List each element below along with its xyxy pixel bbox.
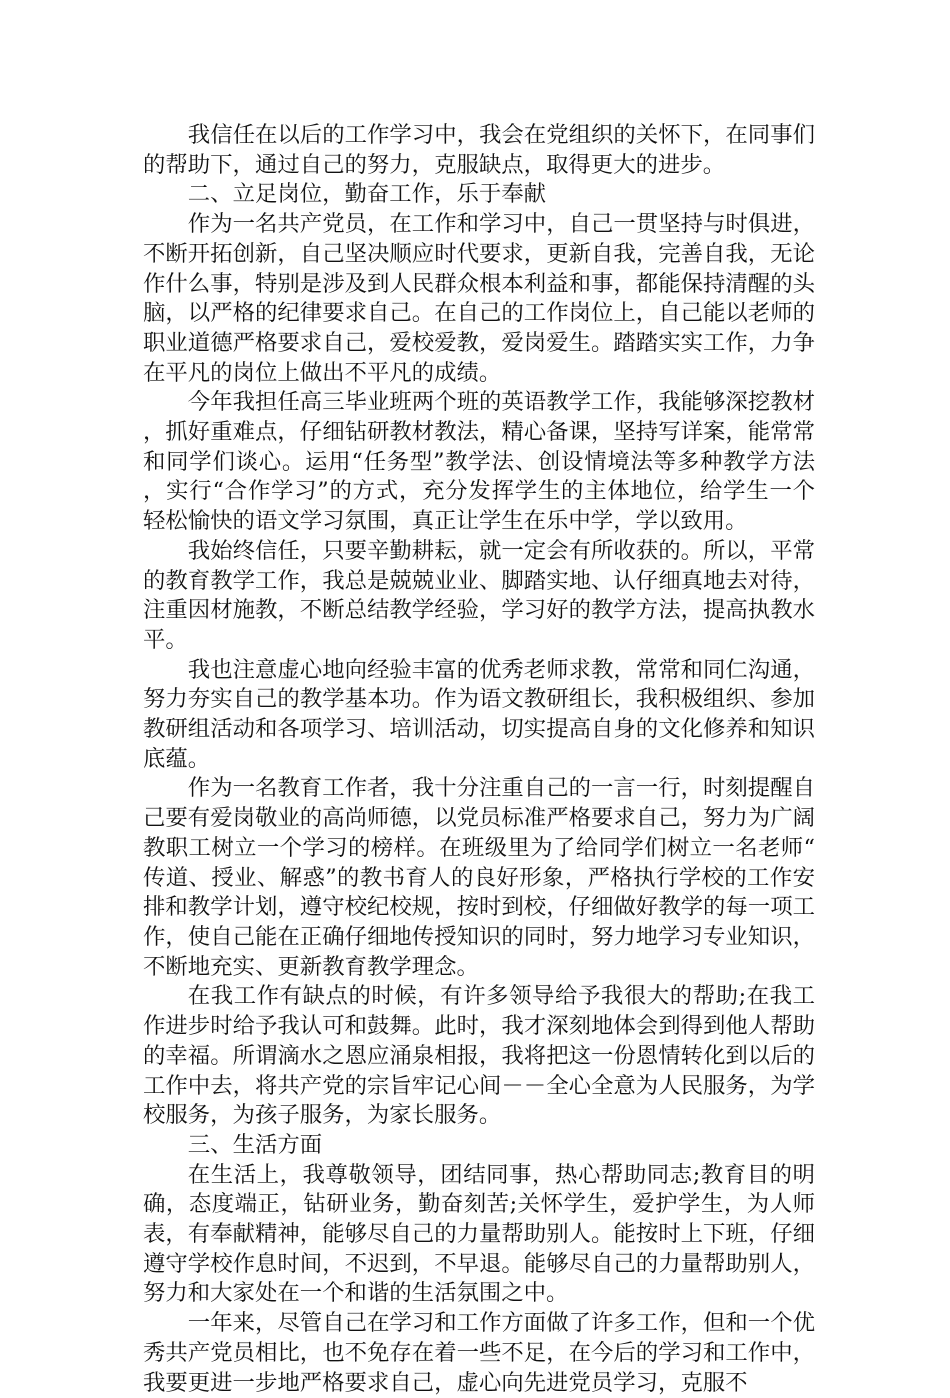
paragraph: 我始终信任，只要辛勤耕耘，就一定会有所收获的。所以，平常的教育教学工作，我总是兢兢业业、脚踏实地、认仔细真地去对待，注重因材施教，不断总结教学经验，学习好的教学方法，提高执教水平。 [143,537,815,653]
paragraph: 在生活上，我尊敬领导，团结同事，热心帮助同志;教育目的明确，态度端正，钻研业务，勤奋刻苦;关怀学生，爱护学生，为人师表，有奉献精神，能够尽自己的力量帮助别人。能按时上下班，仔细遵守学校作息时间，不迟到，不早退。能够尽自己的力量帮助别人，努力和大家处在一个和谐的生活氛围之中。 [143,1161,815,1307]
paragraph: 作为一名教育工作者，我十分注重自己的一言一行，时刻提醒自己要有爱岗敬业的高尚师德，以党员标准严格要求自己，努力为广阔教职工树立一个学习的榜样。在班级里为了给同学们树立一名老师“传道、授业、解惑”的教书育人的良好形象，严格执行学校的工作安排和教学计划，遵守校纪校规，按时到校，仔细做好教学的每一项工作，使自己能在正确仔细地传授知识的同时，努力地学习专业知识，不断地充实、更新教育教学理念。 [143,775,815,980]
paragraph: 一年来，尽管自己在学习和工作方面做了许多工作，但和一个优秀共产党员相比，也不免存在着一些不足，在今后的学习和工作中，我要更进一步地严格要求自己，虚心向先进党员学习，克服不 [143,1310,815,1396]
section-heading: 二、立足岗位，勤奋工作，乐于奉献 [187,181,547,208]
section-heading: 三、生活方面 [187,1131,323,1158]
paragraph: 在我工作有缺点的时候，有许多领导给予我很大的帮助;在我工作进步时给予我认可和鼓舞。此时，我才深刻地体会到得到他人帮助的幸福。所谓滴水之恩应涌泉相报，我将把这一份恩情转化到以后的工作中去，将共产党的宗旨牢记心间－－全心全意为人民服务，为学校服务，为孩子服务，为家长服务。 [143,983,815,1129]
paragraph: 作为一名共产党员，在工作和学习中，自己一贯坚持与时俱进，不断开拓创新，自己坚决顺应时代要求，更新自我，完善自我，无论作什么事，特别是涉及到人民群众根本利益和事，都能保持清醒的头脑，以严格的纪律要求自己。在自己的工作岗位上，自己能以老师的职业道德严格要求自己，爱校爱教，爱岗爱生。踏踏实实工作，力争在平凡的岗位上做出不平凡的成绩。 [143,211,815,386]
document-page [143,121,815,1398]
paragraph: 我信任在以后的工作学习中，我会在党组织的关怀下，在同事们的帮助下，通过自己的努力，克服缺点，取得更大的进步。 [143,122,815,178]
paragraph: 我也注意虚心地向经验丰富的优秀老师求教，常常和同仁沟通，努力夯实自己的教学基本功。作为语文教研组长，我积极组织、参加教研组活动和各项学习、培训活动，切实提高自身的文化修养和知识底蕴。 [143,656,815,772]
paragraph: 今年我担任高三毕业班两个班的英语教学工作，我能够深挖教材，抓好重难点，仔细钻研教材教法，精心备课，坚持写详案，能常常和同学们谈心。运用“任务型”教学法、创设情境法等多种教学方法，实行“合作学习”的方式，充分发挥学生的主体地位，给学生一个轻松愉快的语文学习氛围，真正让学生在乐中学，学以致用。 [143,389,815,535]
